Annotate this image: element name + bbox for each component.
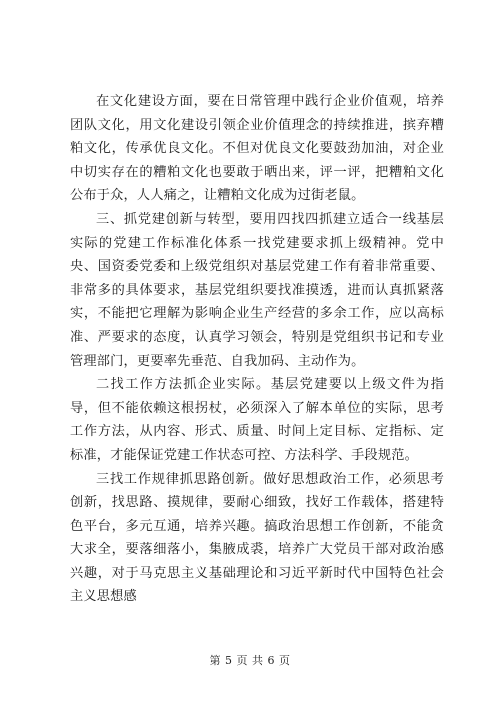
paragraph: 在文化建设方面，要在日常管理中践行企业价值观，培养团队文化，用文化建设引领企业价值理念的持续推进，摈弃糟粕文化，传承优良文化。不但对优良文化要鼓劲加油，对企业中切实存在的糟粕文化也要敢于晒出来，评一评，把糟粕文化公布于众，人人痛之，让糟粕文化成为过街老鼠。: [70, 94, 444, 204]
paragraph: 三找工作规律抓思路创新。做好思想政治工作，必须思考创新，找思路、摸规律，要耐心细致，找好工作载体，搭建特色平台，多元互通，培养兴趣。搞政治思想工作创新，不能贪大求全，要落细落小，集腋成裘，培养广大党员干部对政治感兴趣，对于马克思主义基础理论和习近平新时代中国特色社会主义思想感: [70, 471, 444, 605]
paragraph: 三、抓党建创新与转型，要用四找四抓建立适合一线基层实际的党建工作标准化体系一找党建要求抓上级精神。党中央、国资委党委和上级党组织对基层党建工作有着非常重要、非常多的具体要求，基层党组织要找准摸透，进而认真抓紧落实，不能把它理解为影响企业生产经营的多余工作，应以高标准、严要求的态度，认真学习领会，特别是党组织书记和专业管理部门，更要率先垂范、自我加码、主动作为。: [70, 211, 444, 369]
paragraph: 二找工作方法抓企业实际。基层党建要以上级文件为指导，但不能依赖这根拐杖，必须深入了解本单位的实际，思考工作方法，从内容、形式、质量、时间上定目标、定指标、定标准，才能保证党建工作状态可控、方法科学、手段规范。: [70, 377, 444, 463]
document-body: [70, 90, 444, 609]
page-number-footer: 第 5 页 共 6 页: [209, 654, 291, 667]
